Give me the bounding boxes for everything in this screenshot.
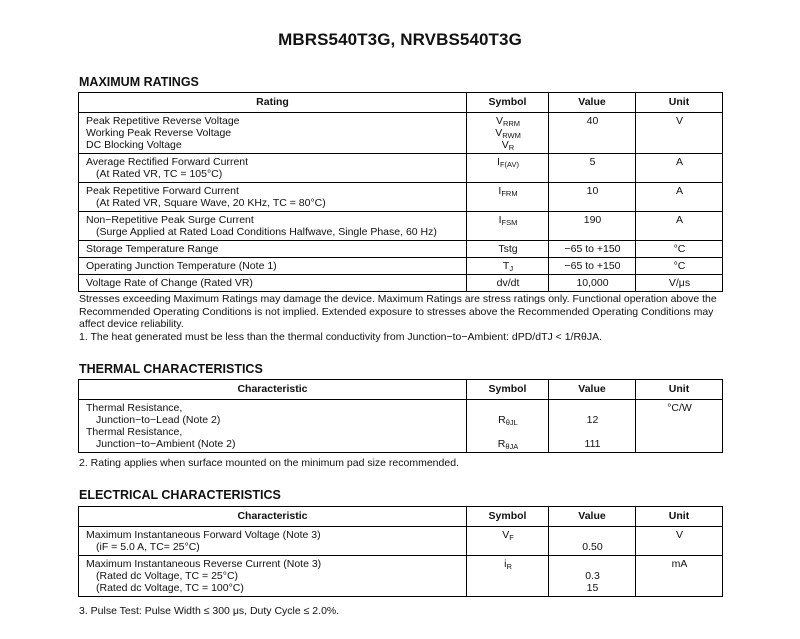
rating-condition: (At Rated VR, Square Wave, 20 KHz, TC = 80°C)	[96, 197, 326, 209]
symbol-cell: $I_{F(AV)}$	[467, 154, 549, 183]
unit-cell: mA	[636, 556, 723, 597]
column-header: Value	[549, 507, 636, 527]
value-text: 12	[586, 414, 599, 426]
column-header: Rating	[79, 93, 467, 113]
characteristic-text: Junction−to−Ambient (Note 2)	[96, 438, 236, 450]
value-cell: 40	[549, 113, 636, 154]
value-cell: 5	[549, 154, 636, 183]
column-header: Unit	[636, 507, 723, 527]
table-header-row	[79, 93, 723, 113]
characteristic-text: Maximum Instantaneous Reverse Current (Note 3)	[86, 558, 322, 570]
rating-cell: Voltage Rate of Change (Rated VR)	[79, 275, 467, 292]
value-cell: 10,000	[549, 275, 636, 292]
symbol-cell: dv/dt	[467, 275, 549, 292]
table-header-row	[79, 380, 723, 400]
value-text: 0.3	[585, 570, 600, 582]
value-text: 111	[584, 438, 601, 450]
characteristic-condition: (iF = 5.0 A, TC= 25°C)	[96, 541, 200, 553]
value-cell: −65 to +150	[549, 241, 636, 258]
column-header: Value	[549, 93, 636, 113]
column-header: Unit	[636, 380, 723, 400]
rating-cell: Operating Junction Temperature (Note 1)	[79, 258, 467, 275]
electrical-title: ELECTRICAL CHARACTERISTICS	[79, 488, 281, 502]
column-header: Unit	[636, 93, 723, 113]
column-header: Symbol	[467, 380, 549, 400]
rating-condition: (At Rated VR, TC = 105°C)	[96, 168, 223, 180]
unit-cell: A	[636, 154, 723, 183]
value-text: 0.50	[582, 541, 603, 553]
characteristic-cell	[79, 527, 467, 556]
value-cell: 10	[549, 183, 636, 212]
max-ratings-table	[78, 92, 723, 292]
characteristic-cell	[79, 400, 467, 453]
unit-cell: V	[636, 113, 723, 154]
characteristic-text: Maximum Instantaneous Forward Voltage (Note 3)	[86, 529, 321, 541]
symbol-text: $V_{RWM}$	[495, 127, 521, 140]
rating-cell	[79, 154, 467, 183]
value-cell: 190	[549, 212, 636, 241]
symbol-text: $V_{RRM}$	[495, 115, 521, 128]
unit-cell: °C	[636, 258, 723, 275]
table-row	[79, 258, 723, 275]
table-row	[79, 154, 723, 183]
symbol-cell: Tstg	[467, 241, 549, 258]
table-row	[79, 212, 723, 241]
table-row	[79, 527, 723, 556]
table-row	[79, 113, 723, 154]
table-row	[79, 556, 723, 597]
unit-cell: V/μs	[636, 275, 723, 292]
symbol-cell: $i_R$	[467, 556, 549, 597]
column-header: Characteristic	[79, 507, 467, 527]
footnote-2: 2. Rating applies when surface mounted on the minimum pad size recommended.	[79, 457, 459, 469]
stress-disclaimer: Stresses exceeding Maximum Ratings may damage the device. Maximum Ratings are stress ratings only. Functional operation above the Recommended Operating Conditions is not implied. Extended exposure to stresses above the Recommended Operating Conditions may affect device reliability.	[79, 293, 717, 330]
unit-cell: °C	[636, 241, 723, 258]
unit-cell: A	[636, 183, 723, 212]
symbol-cell	[467, 400, 549, 453]
symbol-cell: $I_{FSM}$	[467, 212, 549, 241]
rating-text: Working Peak Reverse Voltage	[86, 127, 232, 139]
rating-text: Peak Repetitive Reverse Voltage	[86, 115, 240, 127]
max-ratings-notes	[79, 293, 729, 343]
symbol-cell: $I_{FRM}$	[467, 183, 549, 212]
rating-cell	[79, 212, 467, 241]
thermal-table	[78, 379, 723, 453]
table-row	[79, 241, 723, 258]
rating-condition: (Surge Applied at Rated Load Conditions Halfwave, Single Phase, 60 Hz)	[96, 226, 437, 238]
column-header: Characteristic	[79, 380, 467, 400]
table-row	[79, 183, 723, 212]
footnote-1: 1. The heat generated must be less than the thermal conductivity from Junction−to−Ambient: dPD/dTJ < 1/RθJA.	[79, 330, 603, 343]
characteristic-text: Junction−to−Lead (Note 2)	[96, 414, 221, 426]
symbol-cell: $T_J$	[467, 258, 549, 275]
unit-cell: °C/W	[636, 400, 723, 453]
characteristic-condition: (Rated dc Voltage, TC = 25°C)	[96, 570, 239, 582]
symbol-text: $R_{\theta JL}$	[498, 414, 518, 427]
rating-text: Non−Repetitive Peak Surge Current	[86, 214, 254, 226]
rating-cell: Storage Temperature Range	[79, 241, 467, 258]
value-cell	[549, 400, 636, 453]
max-ratings-title: MAXIMUM RATINGS	[79, 75, 199, 89]
value-text: 15	[586, 582, 599, 594]
table-header-row	[79, 507, 723, 527]
table-row	[79, 400, 723, 453]
rating-cell	[79, 183, 467, 212]
symbol-text: $R_{\theta JA}$	[497, 438, 519, 451]
characteristic-condition: (Rated dc Voltage, TC = 100°C)	[96, 582, 244, 594]
value-cell	[549, 527, 636, 556]
characteristic-text: Thermal Resistance,	[86, 426, 183, 438]
symbol-cell	[467, 113, 549, 154]
electrical-table	[78, 506, 723, 597]
column-header: Value	[549, 380, 636, 400]
document-title: MBRS540T3G, NRVBS540T3G	[278, 30, 522, 49]
column-header: Symbol	[467, 507, 549, 527]
rating-cell	[79, 113, 467, 154]
thermal-title: THERMAL CHARACTERISTICS	[79, 362, 263, 376]
symbol-cell: $V_F$	[467, 527, 549, 556]
rating-text: Average Rectified Forward Current	[86, 156, 249, 168]
value-cell: −65 to +150	[549, 258, 636, 275]
rating-text: DC Blocking Voltage	[86, 139, 182, 151]
characteristic-cell	[79, 556, 467, 597]
characteristic-text: Thermal Resistance,	[86, 402, 183, 414]
value-cell	[549, 556, 636, 597]
footnote-3: 3. Pulse Test: Pulse Width ≤ 300 μs, Duty Cycle ≤ 2.0%.	[79, 605, 340, 617]
symbol-text: $V_R$	[501, 139, 515, 152]
rating-text: Peak Repetitive Forward Current	[86, 185, 239, 197]
column-header: Symbol	[467, 93, 549, 113]
table-row	[79, 275, 723, 292]
unit-cell: A	[636, 212, 723, 241]
unit-cell: V	[636, 527, 723, 556]
